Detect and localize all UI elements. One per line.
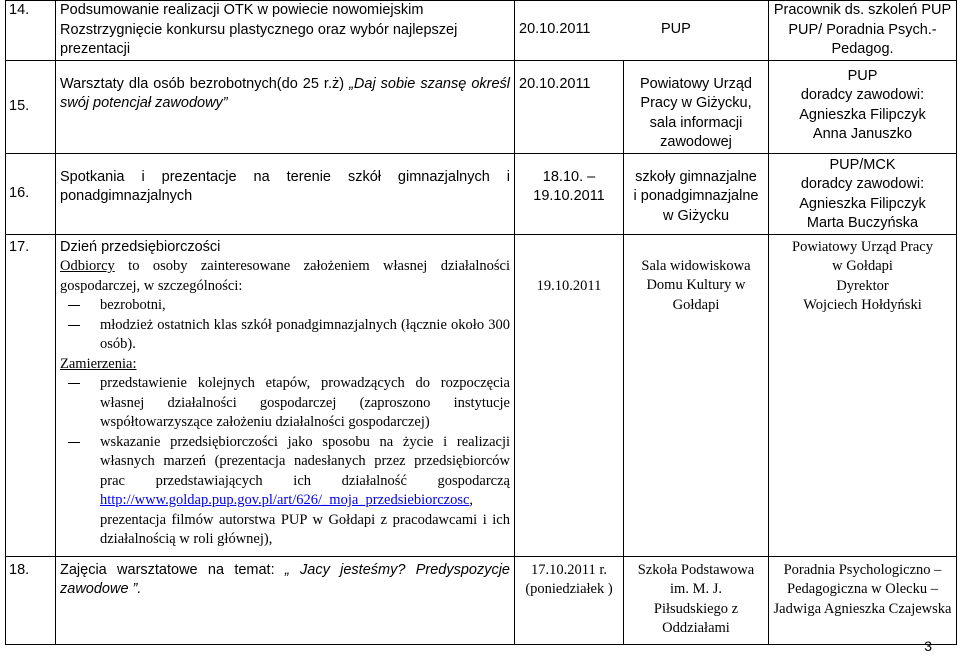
row-number: 17.: [6, 234, 56, 556]
row-number: 15.: [6, 60, 56, 153]
row-date: 17.10.2011 r. (poniedziałek ): [515, 556, 624, 644]
row-place: szkoły gimnazjalne i ponadgimnazjalne w Giżycku: [624, 153, 769, 234]
list-item: bezrobotni,: [60, 296, 510, 316]
audience-paragraph: Odbiorcy to osoby zainteresowane założeniem własnej działalności gospodarczej, w szczególności:: [60, 258, 510, 294]
row-responsible: Poradnia Psychologiczno – Pedagogiczna w Olecku – Jadwiga Agnieszka Czajewska: [769, 556, 957, 644]
audience-label: Odbiorcy: [60, 258, 115, 274]
row-description: Spotkania i prezentacje na terenie szkół gimnazjalnych i ponadgimnazjalnych: [56, 153, 515, 234]
responsible-top: Pracownik ds. szkoleń PUP: [773, 2, 952, 18]
row-description: Warsztaty dla osób bezrobotnych(do 25 r.ż) „Daj sobie szansę określ swój potencjał zawodowy”: [56, 60, 515, 153]
row-description: [56, 234, 515, 556]
event-title: Dzień przedsiębiorczości: [60, 238, 221, 255]
table-row: [6, 60, 957, 153]
row-responsible: PUP doradcy zawodowi: Agnieszka Filipczyk Anna Januszko: [769, 60, 957, 153]
row-description: [56, 1, 515, 61]
table-row: [6, 234, 957, 556]
responsible: PUP/ Poradnia Psych.-Pedagog.: [788, 21, 937, 57]
description-line: Podsumowanie realizacji OTK w powiecie nowomiejskim: [60, 2, 424, 18]
date-place-cell: [515, 1, 769, 61]
table-row: [6, 1, 957, 61]
table-row: [6, 153, 957, 234]
row-number: 14.: [6, 1, 56, 61]
row-number: 18.: [6, 556, 56, 644]
row-place: Szkoła Podstawowa im. M. J. Piłsudskiego z Oddziałami: [624, 556, 769, 644]
list-item: przedstawienie kolejnych etapów, prowadzących do rozpoczęcia własnej działalności gospodarczej (zaproszono instytucje współtowarzyszące założeniu działalności gospodarczej): [60, 374, 510, 433]
list-item: młodzież ostatnich klas szkół ponadgimnazjalnych (łącznie około 300 osób).: [60, 316, 510, 355]
page-number: 3: [924, 638, 932, 654]
row-date: 20.10.2011: [515, 60, 624, 153]
row-responsible: PUP/MCK doradcy zawodowi: Agnieszka Filipczyk Marta Buczyńska: [769, 153, 957, 234]
events-table: [5, 0, 957, 645]
row-date: 18.10. – 19.10.2011: [515, 153, 624, 234]
row-place: PUP: [661, 21, 691, 37]
moja-przedsiebiorczosc-link[interactable]: http://www.goldap.pup.gov.pl/art/626/_moja_przedsiebiorczosc: [100, 492, 470, 508]
goals-label: Zamierzenia:: [60, 355, 137, 372]
description-italic: „ Jacy jesteśmy? Predyspozycje zawodowe ”.: [60, 561, 510, 597]
list-item: wskazanie przedsiębiorczości jako sposobu na życie i realizacji własnych marzeń (prezentacja nadesłanych przez przedsiębiorców prac przedstawiających ich działalność gospodarczą http://www.goldap.pup.gov.pl/art/626/_moja_przedsiebiorczosc, prezentacja filmów autorstwa PUP w Gołdapi z pracodawcami i ich działalnością w roli głównej),: [60, 433, 510, 550]
row-number: 16.: [6, 153, 56, 234]
row-responsible: Powiatowy Urząd Pracy w Gołdapi Dyrektor Wojciech Hołdyński: [769, 234, 957, 556]
row-place: Powiatowy Urząd Pracy w Giżycku, sala informacji zawodowej: [624, 60, 769, 153]
table-row: [6, 556, 957, 644]
row-description: Zajęcia warsztatowe na temat: „ Jacy jesteśmy? Predyspozycje zawodowe ”.: [56, 556, 515, 644]
row-date: 20.10.2011: [519, 21, 591, 37]
row-date: 19.10.2011: [515, 234, 624, 556]
description-line: Rozstrzygnięcie konkursu plastycznego oraz wybór najlepszej prezentacji: [60, 21, 458, 57]
row-responsible: [769, 1, 957, 61]
description-italic: „Daj sobie szansę określ swój potencjał zawodowy”: [60, 75, 510, 111]
row-place: Sala widowiskowa Domu Kultury w Gołdapi: [624, 234, 769, 556]
